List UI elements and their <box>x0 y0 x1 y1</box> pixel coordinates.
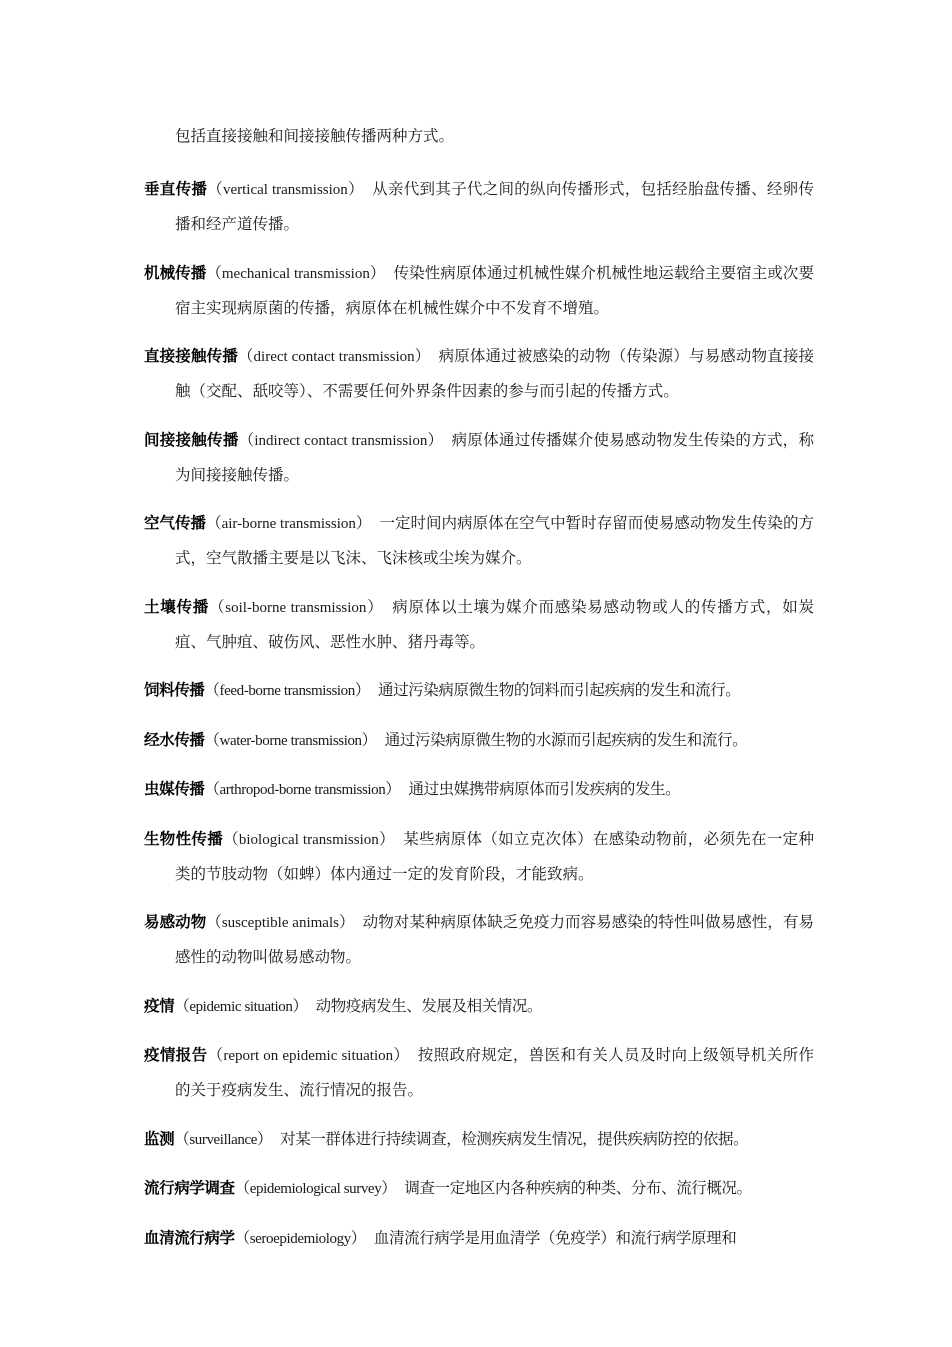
entry-english: biological transmission <box>238 831 379 848</box>
entry-definition: 动物疫病发生、发展及相关情况。 <box>315 996 543 1015</box>
entry-english: direct contact transmission <box>253 349 415 365</box>
entry-definition: 通过污染病原微生物的饲料而引起疾病的发生和流行。 <box>377 681 741 699</box>
glossary-entry: 疫情报告（report on epidemic situation） 按照政府规定，兽医和有关人员及时向上级领导机关所作的关于疫病发生、流行情况的报告。 <box>144 1045 814 1099</box>
entry-term: 监测 <box>144 1128 175 1148</box>
entry-term: 土壤传播 <box>144 596 210 616</box>
entry-definition: 一定时间内病原体在空气中暂时存留而使易感动物发生传染的方式，空气散播主要是以飞沫、飞沫核或尘埃为媒介。 <box>175 514 814 567</box>
entry-term: 疫情 <box>144 995 175 1015</box>
entry-term: 血清流行病学 <box>144 1227 235 1247</box>
entry-definition: 动物对某种病原体缺乏免疫力而容易感染的特性叫做易感性，有易感性的动物叫做易感动物。 <box>175 913 814 966</box>
entry-english: epidemic situation <box>189 998 293 1015</box>
entry-term: 饲料传播 <box>144 680 205 699</box>
entry-term: 间接接触传播 <box>144 429 239 449</box>
glossary-entry: 空气传播（air-borne transmission） 一定时间内病原体在空气中暂时存留而使易感动物发生传染的方式，空气散播主要是以飞沫、飞沫核或尘埃为媒介。 <box>144 513 814 567</box>
entry-term: 经水传播 <box>144 729 205 749</box>
glossary-entry: 经水传播（water-borne transmission） 通过污染病原微生物的水源而引起疾病的发生和流行。 <box>144 729 748 749</box>
entry-term: 生物性传播 <box>144 828 224 848</box>
entry-english: epidemiological survey <box>249 1181 382 1197</box>
entry-term: 直接接触传播 <box>144 346 238 365</box>
entry-definition: 按照政府规定，兽医和有关人员及时向上级领导机关所作的关于疫病发生、流行情况的报告。 <box>175 1046 814 1099</box>
glossary-entry: 生物性传播（biological transmission） 某些病原体（如立克次体）在感染动物前，必须先在一定种类的节肢动物（如蜱）体内通过一定的发育阶段，才能致病。 <box>144 828 814 883</box>
entry-english: water-borne transmission <box>219 732 362 749</box>
entry-english: soil-borne transmission <box>225 599 367 616</box>
entry-english: mechanical transmission <box>221 265 370 282</box>
entry-english: seroepidemiology <box>249 1230 351 1247</box>
entry-definition: 传染性病原体通过机械性媒介机械性地运载给主要宿主或次要宿主实现病原菌的传播，病原体在机械性媒介中不发育不增殖。 <box>175 263 814 317</box>
glossary-entry: 饲料传播（feed-borne transmission） 通过污染病原微生物的饲料而引起疾病的发生和流行。 <box>144 680 741 699</box>
glossary-entry: 间接接触传播（indirect contact transmission） 病原体通过传播媒介使易感动物发生传染的方式，称为间接接触传播。 <box>144 429 814 484</box>
glossary-entry: 易感动物（susceptible animals） 动物对某种病原体缺乏免疫力而容易感染的特性叫做易感性，有易感性的动物叫做易感动物。 <box>144 912 814 966</box>
entry-definition: 某些病原体（如立克次体）在感染动物前，必须先在一定种类的节肢动物（如蜱）体内通过一定的发育阶段，才能致病。 <box>175 829 814 883</box>
entry-english: susceptible animals <box>221 915 339 931</box>
entry-english: report on epidemic situation <box>223 1048 394 1064</box>
entry-term: 虫媒传播 <box>144 779 205 798</box>
entry-definition: 通过污染病原微生物的水源而引起疾病的发生和流行。 <box>384 730 748 749</box>
entry-term: 流行病学调查 <box>144 1178 235 1197</box>
entry-definition: 从亲代到其子代之间的纵向传播形式，包括经胎盘传播、经卵传播和经产道传播。 <box>175 180 814 233</box>
entry-term: 垂直传播 <box>144 179 208 198</box>
entry-english: air-borne transmission <box>221 516 356 532</box>
glossary-entry: 流行病学调查（epidemiological survey） 调查一定地区内各种疾病的种类、分布、流行概况。 <box>144 1178 752 1197</box>
glossary-entry: 土壤传播（soil-borne transmission） 病原体以土壤为媒介而感染易感动物或人的传播方式，如炭疽、气肿疽、破伤风、恶性水肿、猪丹毒等。 <box>144 596 814 651</box>
entry-english: arthropod-borne transmission <box>219 782 386 798</box>
entry-definition: 病原体通过被感染的动物（传染源）与易感动物直接接触（交配、舐咬等）、不需要任何外界条件因素的参与而引起的传播方式。 <box>175 347 814 400</box>
glossary-entry: 直接接触传播（direct contact transmission） 病原体通过被感染的动物（传染源）与易感动物直接接触（交配、舐咬等）、不需要任何外界条件因素的参与而引起的传播方式。 <box>144 346 814 400</box>
entry-term: 易感动物 <box>144 912 207 931</box>
entry-term: 空气传播 <box>144 513 207 532</box>
entry-english: vertical transmission <box>222 182 348 198</box>
glossary-entry: 虫媒传播（arthropod-borne transmission） 通过虫媒携带病原体而引发疾病的发生。 <box>144 779 681 798</box>
entry-definition: 病原体通过传播媒介使易感动物发生传染的方式，称为间接接触传播。 <box>175 430 814 484</box>
entry-definition: 对某一群体进行持续调查，检测疾病发生情况，提供疾病防控的依据。 <box>280 1129 749 1148</box>
entry-term: 机械传播 <box>144 262 207 282</box>
entry-english: feed-borne transmission <box>219 683 355 699</box>
entry-definition: 病原体以土壤为媒介而感染易感动物或人的传播方式，如炭疽、气肿疽、破伤风、恶性水肿、猪丹毒等。 <box>175 597 814 651</box>
entry-english: surveillance <box>189 1131 257 1148</box>
glossary-entry: 垂直传播（vertical transmission） 从亲代到其子代之间的纵向传播形式，包括经胎盘传播、经卵传播和经产道传播。 <box>144 179 814 233</box>
glossary-list <box>144 172 814 1270</box>
entry-english: indirect contact transmission <box>254 432 428 449</box>
glossary-entry: 机械传播（mechanical transmission） 传染性病原体通过机械性媒介机械性地运载给主要宿主或次要宿主实现病原菌的传播，病原体在机械性媒介中不发育不增殖。 <box>144 262 814 317</box>
glossary-entry: 监测（surveillance） 对某一群体进行持续调查，检测疾病发生情况，提供疾病防控的依据。 <box>144 1128 749 1148</box>
glossary-entry: 血清流行病学（seroepidemiology） 血清流行病学是用血清学（免疫学）和流行病学原理和 <box>144 1227 737 1247</box>
continuation-paragraph: 包括直接接触和间接接触传播两种方式。 <box>175 127 455 145</box>
entry-definition: 调查一定地区内各种疾病的种类、分布、流行概况。 <box>404 1179 752 1197</box>
entry-term: 疫情报告 <box>144 1045 208 1064</box>
glossary-entry: 疫情（epidemic situation） 动物疫病发生、发展及相关情况。 <box>144 995 543 1015</box>
entry-definition: 通过虫媒携带病原体而引发疾病的发生。 <box>408 780 681 798</box>
entry-definition: 血清流行病学是用血清学（免疫学）和流行病学原理和 <box>373 1228 737 1247</box>
